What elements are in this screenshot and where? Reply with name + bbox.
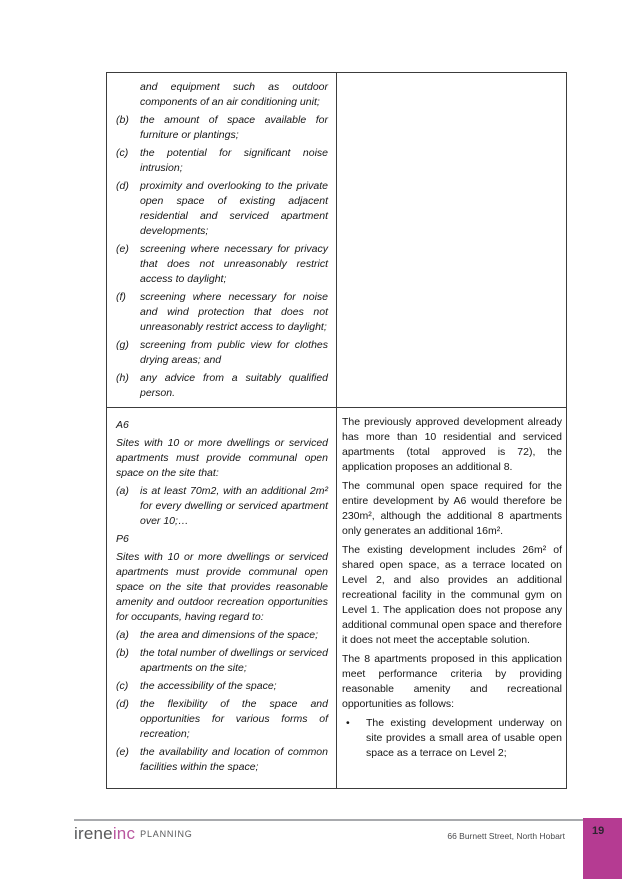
list-item-text: the amount of space available for furniture or plantings;	[140, 114, 328, 141]
page-number: 19	[592, 825, 605, 837]
clause-heading-p6: P6	[116, 533, 129, 545]
list-item	[116, 113, 328, 143]
page-number-box	[583, 818, 622, 879]
response-paragraph: The 8 apartments proposed in this application meet performance criteria by providing reasonable amenity and recreational opportunities as follows:	[342, 653, 562, 710]
list-item	[116, 745, 328, 775]
list-item-text: screening where necessary for noise and wind protection that does not unreasonably restrict access to daylight;	[140, 291, 328, 333]
list-item	[116, 646, 328, 676]
list-item-label: (b)	[116, 647, 129, 659]
list-item-text: is at least 70m2, with an additional 2m² for every dwelling or serviced apartment over 10;…	[140, 485, 328, 527]
list-item-label: (b)	[116, 114, 129, 126]
table-row	[107, 407, 566, 788]
list-item	[116, 628, 328, 643]
footer-divider	[74, 819, 622, 821]
list-continuation: and equipment such as outdoor components of an air conditioning unit;	[140, 81, 328, 108]
list-item-label: (c)	[116, 147, 129, 159]
list-item-text: the flexibility of the space and opportunities for various forms of recreation;	[140, 698, 328, 740]
list-item	[116, 290, 328, 335]
clause-paragraph: Sites with 10 or more dwellings or serviced apartments must provide communal open space on the site that provides reasonable amenity and outdoor recreation opportunities for occupants, having regard to:	[116, 551, 328, 623]
table-row	[107, 73, 566, 407]
list-item	[116, 697, 328, 742]
list-item-text: the total number of dwellings or serviced apartments on the site;	[140, 647, 328, 674]
list-item	[116, 338, 328, 368]
criteria-cell	[107, 73, 337, 407]
response-cell	[337, 408, 566, 788]
list-item	[116, 146, 328, 176]
list-item	[116, 371, 328, 401]
response-paragraph: The communal open space required for the entire development by A6 would therefore be 230m², although the additional 8 apartments only generates an additional 16m².	[342, 480, 562, 537]
list-item-text: the potential for significant noise intrusion;	[140, 147, 328, 174]
list-item-label: (f)	[116, 291, 126, 303]
list-item-text: proximity and overlooking to the private open space of existing adjacent residential and serviced apartment developments;	[140, 180, 328, 237]
list-item-text: the area and dimensions of the space;	[140, 629, 319, 641]
bullet-marker: •	[346, 717, 350, 729]
list-item	[116, 179, 328, 239]
bullet-text: The existing development underway on site provides a small area of usable open space as a terrace on Level 2;	[366, 717, 562, 759]
list-item-label: (a)	[116, 629, 129, 641]
list-item	[116, 484, 328, 529]
bullet-item	[342, 716, 562, 761]
logo-irene: irene	[74, 824, 113, 843]
criteria-cell	[107, 408, 337, 788]
list-item-label: (e)	[116, 243, 129, 255]
list-item-label: (a)	[116, 485, 129, 497]
clause-paragraph: Sites with 10 or more dwellings or serviced apartments must provide communal open space on the site that:	[116, 437, 328, 479]
list-item-label: (h)	[116, 372, 129, 384]
response-cell-empty	[337, 73, 566, 407]
list-item-text: the availability and location of common facilities within the space;	[140, 746, 328, 773]
list-item-label: (d)	[116, 698, 129, 710]
list-item-text: screening where necessary for privacy that does not unreasonably restrict access to daylight;	[140, 243, 328, 285]
assessment-table	[106, 72, 567, 789]
company-logo	[74, 824, 193, 844]
list-item-label: (d)	[116, 180, 129, 192]
list-item-text: screening from public view for clothes drying areas; and	[140, 339, 328, 366]
response-paragraph: The previously approved development already has more than 10 residential and serviced apartments (total approved is 72), the application proposes an additional 8.	[342, 416, 562, 473]
list-item-text: any advice from a suitably qualified person.	[140, 372, 328, 399]
logo-planning: PLANNING	[140, 829, 193, 839]
logo-inc: inc	[112, 824, 136, 843]
list-item-text: the accessibility of the space;	[140, 680, 277, 692]
list-item-label: (c)	[116, 680, 129, 692]
list-item	[116, 679, 328, 694]
list-item	[116, 242, 328, 287]
footer-address: 66 Burnett Street, North Hobart	[447, 831, 565, 841]
clause-heading-a6: A6	[116, 419, 129, 431]
list-item-label: (g)	[116, 339, 129, 351]
list-item-label: (e)	[116, 746, 129, 758]
response-paragraph: The existing development includes 26m² of shared open space, as a terrace located on Level 2, and also provides an additional recreational facility in the communal gym on Level 1. The application does not propose any additional communal open space and therefore it does not meet the acceptable solution.	[342, 544, 562, 646]
